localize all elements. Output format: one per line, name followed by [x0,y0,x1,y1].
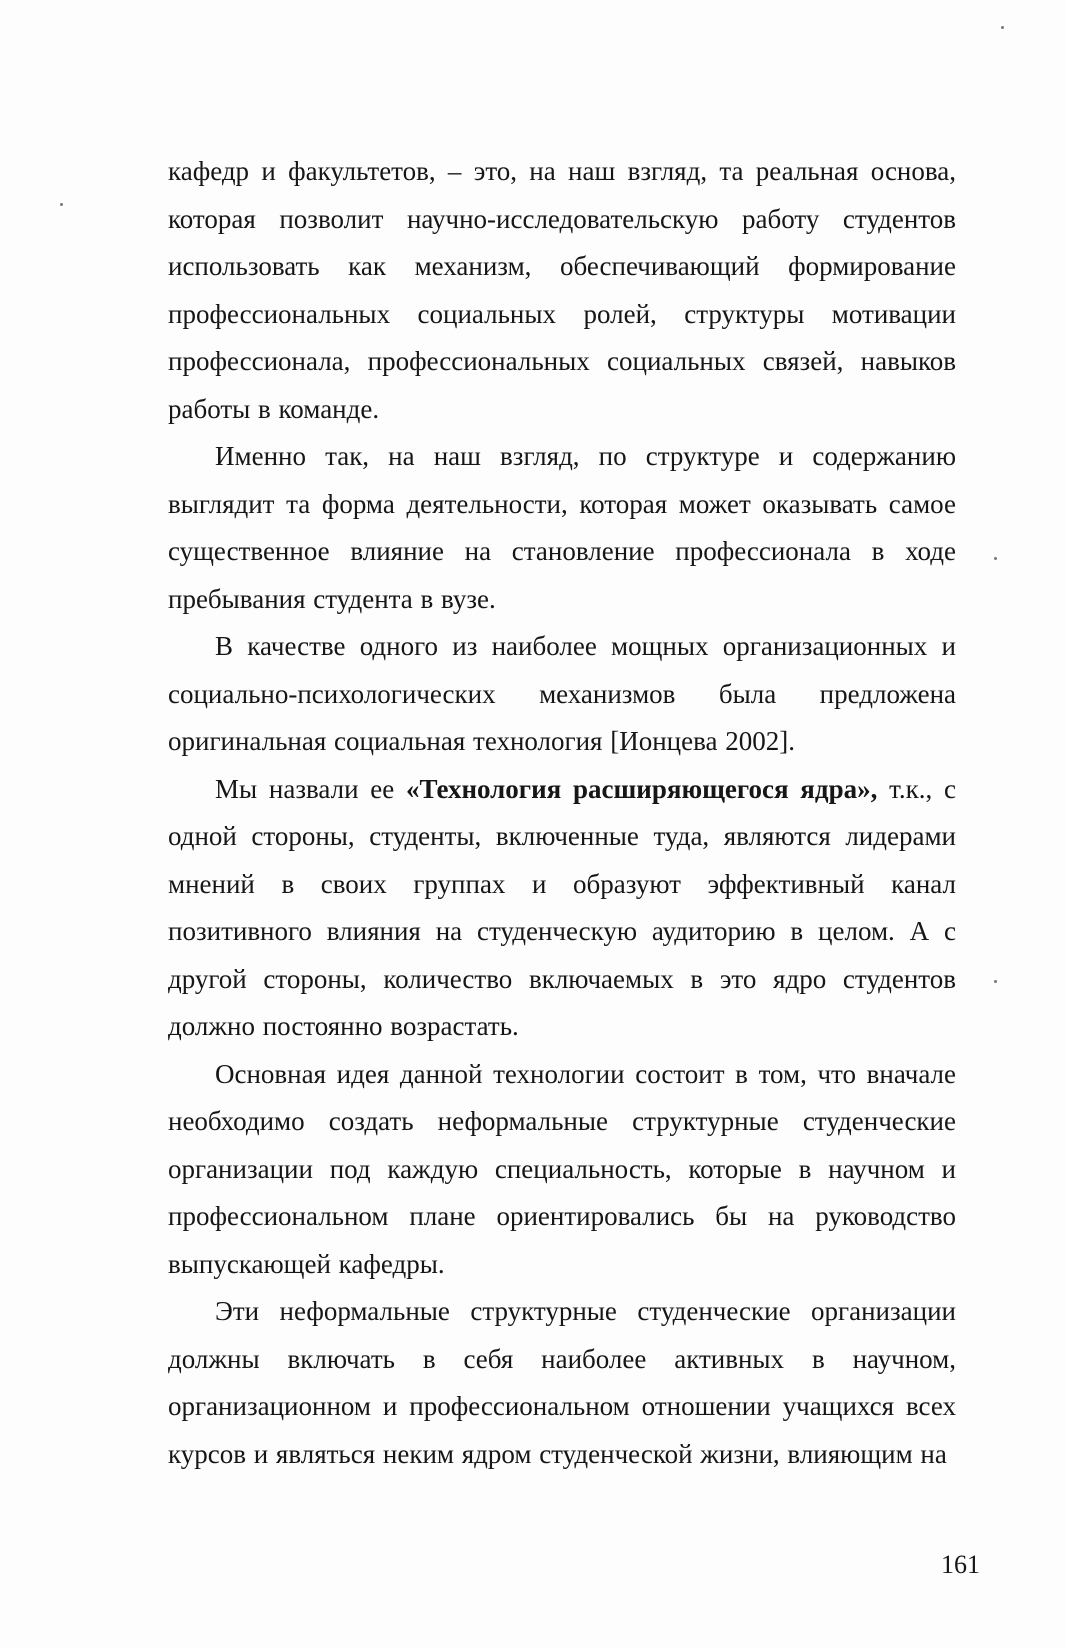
paragraph [168,148,956,433]
paragraph-text: Именно так, на наш взгляд, по структуре и содержанию выглядит та форма деятельности, которая может оказывать самое существенное влияние на становление профессионала в ходе пребывания студента в вузе. [168,441,956,614]
paragraph [168,623,956,766]
paragraph [168,1288,956,1478]
paragraph-text: т.к., с одной стороны, студенты, включенные туда, являются лидерами мнений в своих группах и образуют эффективный канал позитивного влияния на студенческую аудиторию в целом. А с другой стороны, количество включаемых в это ядро студентов должно постоянно возрастать. [168,773,956,1041]
paragraph [168,433,956,623]
paragraph-text: кафедр и факультетов, – это, на наш взгляд, та реальная основа, которая позволит научно-исследовательскую работу студентов использовать как механизм, обеспечивающий формирование профессиональных социальных ролей, структуры мотивации профессионала, профессиональных социальных связей, навыков работы в команде. [168,156,956,424]
paragraph-text: В качестве одного из наиболее мощных организационных и социально-психологических механизмов была предложена оригинальная социальная технология [Ионцева 2002]. [168,631,956,756]
body-text [168,148,956,1478]
scan-speck [1001,26,1004,29]
paragraph [168,1051,956,1289]
scan-speck [60,203,63,206]
technology-name: «Технология расширяющегося ядра», [406,773,878,804]
page-number: 161 [941,1550,980,1579]
scan-speck [994,557,997,560]
paragraph-text: Мы назвали ее [215,773,407,804]
paragraph [168,766,956,1051]
paragraph-text: Основная идея данной технологии состоит в том, что вначале необходимо создать неформальные структурные студенческие организации под каждую специальность, которые в научном и профессиональном плане ориентировались бы на руководство выпускающей кафедры. [168,1058,956,1279]
paragraph-text: Эти неформальные структурные студенческие организации должны включать в себя наиболее активных в научном, организационном и профессиональном отношении учащихся всех курсов и являться неким ядром студенческой жизни, влияющим на [168,1296,956,1469]
scan-speck [994,980,997,983]
